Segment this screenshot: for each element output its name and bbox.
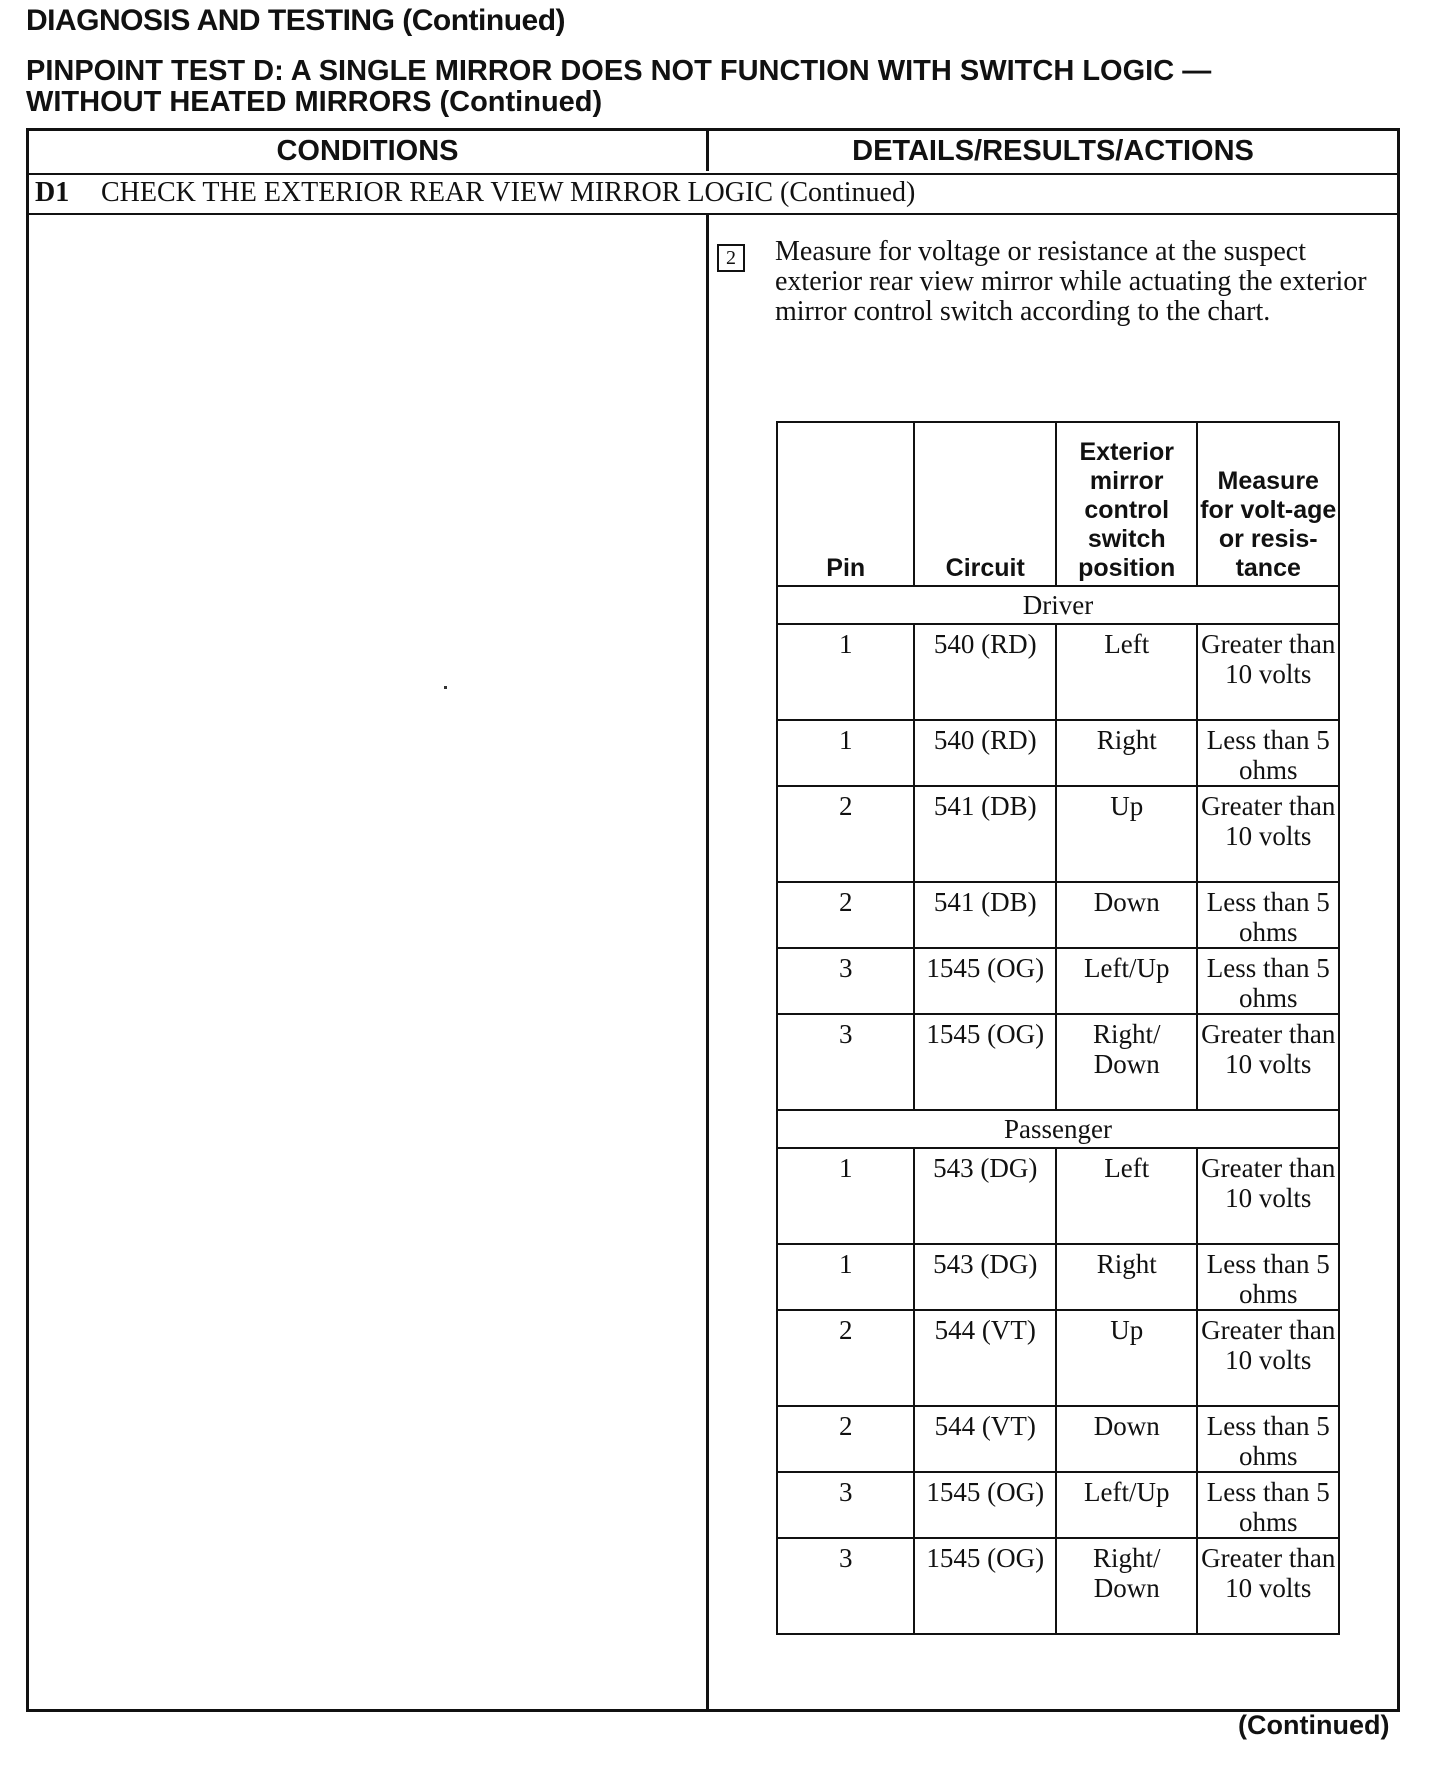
measure-cell: Greater than 10 volts	[1197, 786, 1339, 882]
measure-cell: Greater than 10 volts	[1197, 1538, 1339, 1634]
pin-cell: 2	[777, 1310, 914, 1406]
measure-cell: Less than 5 ohms	[1197, 882, 1339, 948]
group-label: Passenger	[777, 1110, 1339, 1148]
table-row	[777, 1148, 1339, 1244]
section-title: DIAGNOSIS AND TESTING (Continued)	[26, 4, 566, 37]
circuit-cell: 541 (DB)	[914, 882, 1056, 948]
table-row	[777, 1014, 1339, 1110]
circuit-cell: 540 (RD)	[914, 720, 1056, 786]
circuit-cell: 543 (DG)	[914, 1244, 1056, 1310]
test-title: PINPOINT TEST D: A SINGLE MIRROR DOES NOT FUNCTION WITH SWITCH LOGIC — WITHOUT HEATED MIRRORS (Continued)	[26, 55, 1212, 118]
group-label: Driver	[777, 586, 1339, 624]
column-divider	[706, 215, 709, 1709]
pin-cell: 2	[777, 1406, 914, 1472]
table-row	[777, 1538, 1339, 1634]
circuit-cell: 1545 (OG)	[914, 1014, 1056, 1110]
measure-cell: Less than 5 ohms	[1197, 1406, 1339, 1472]
position-cell: Left/Up	[1056, 1472, 1198, 1538]
table-row	[777, 948, 1339, 1014]
table-row	[777, 1406, 1339, 1472]
measure-cell: Greater than 10 volts	[1197, 1310, 1339, 1406]
pin-table-header-row	[777, 422, 1339, 586]
measure-header: Measure for volt-age or resis-tance	[1197, 422, 1339, 586]
group-row-passenger	[777, 1110, 1339, 1148]
step-title: CHECK THE EXTERIOR REAR VIEW MIRROR LOGIC (Continued)	[101, 177, 916, 208]
continued-footer: (Continued)	[1238, 1710, 1390, 1740]
pin-cell: 2	[777, 882, 914, 948]
measure-cell: Greater than 10 volts	[1197, 1014, 1339, 1110]
pin-cell: 3	[777, 1538, 914, 1634]
pin-cell: 2	[777, 786, 914, 882]
pin-cell: 1	[777, 1148, 914, 1244]
position-cell: Left/Up	[1056, 948, 1198, 1014]
substep-number-box: 2	[717, 244, 745, 272]
instruction-text: Measure for voltage or resistance at the suspect exterior rear view mirror while actuating the exterior mirror control switch according to the chart.	[775, 236, 1367, 327]
circuit-cell: 1545 (OG)	[914, 948, 1056, 1014]
table-header-row	[29, 131, 1397, 175]
pin-cell: 1	[777, 624, 914, 720]
step-id: D1	[35, 177, 70, 208]
measure-cell: Less than 5 ohms	[1197, 1472, 1339, 1538]
position-cell: Down	[1056, 1406, 1198, 1472]
position-cell: Up	[1056, 786, 1198, 882]
position-cell: Right	[1056, 720, 1198, 786]
circuit-cell: 544 (VT)	[914, 1310, 1056, 1406]
position-cell: Down	[1056, 882, 1198, 948]
measure-cell: Less than 5 ohms	[1197, 720, 1339, 786]
table-row	[777, 1310, 1339, 1406]
step-title-row	[29, 173, 1397, 215]
measure-cell: Less than 5 ohms	[1197, 948, 1339, 1014]
pin-cell: 3	[777, 1472, 914, 1538]
circuit-cell: 1545 (OG)	[914, 1472, 1056, 1538]
position-cell: Right/ Down	[1056, 1014, 1198, 1110]
table-row	[777, 786, 1339, 882]
position-cell: Up	[1056, 1310, 1198, 1406]
switch-position-header: Exterior mirror control switch position	[1056, 422, 1198, 586]
pin-cell: 3	[777, 948, 914, 1014]
details-header: DETAILS/RESULTS/ACTIONS	[852, 134, 1254, 167]
table-row	[777, 882, 1339, 948]
table-row	[777, 624, 1339, 720]
position-cell: Right/ Down	[1056, 1538, 1198, 1634]
circuit-cell: 541 (DB)	[914, 786, 1056, 882]
circuit-cell: 540 (RD)	[914, 624, 1056, 720]
position-cell: Right	[1056, 1244, 1198, 1310]
pin-cell: 1	[777, 1244, 914, 1310]
circuit-cell: 544 (VT)	[914, 1406, 1056, 1472]
pin-cell: 3	[777, 1014, 914, 1110]
speck-mark	[444, 686, 447, 689]
measure-cell: Less than 5 ohms	[1197, 1244, 1339, 1310]
circuit-cell: 1545 (OG)	[914, 1538, 1056, 1634]
measure-cell: Greater than 10 volts	[1197, 624, 1339, 720]
circuit-cell: 543 (DG)	[914, 1148, 1056, 1244]
table-row	[777, 720, 1339, 786]
position-cell: Left	[1056, 1148, 1198, 1244]
table-row	[777, 1244, 1339, 1310]
pin-header: Pin	[777, 422, 914, 586]
pin-measurement-table	[776, 421, 1340, 1635]
table-row	[777, 1472, 1339, 1538]
pin-cell: 1	[777, 720, 914, 786]
conditions-header: CONDITIONS	[276, 134, 459, 167]
position-cell: Left	[1056, 624, 1198, 720]
diagnosis-table	[26, 128, 1400, 1712]
group-row-driver	[777, 586, 1339, 624]
circuit-header: Circuit	[914, 422, 1056, 586]
measure-cell: Greater than 10 volts	[1197, 1148, 1339, 1244]
